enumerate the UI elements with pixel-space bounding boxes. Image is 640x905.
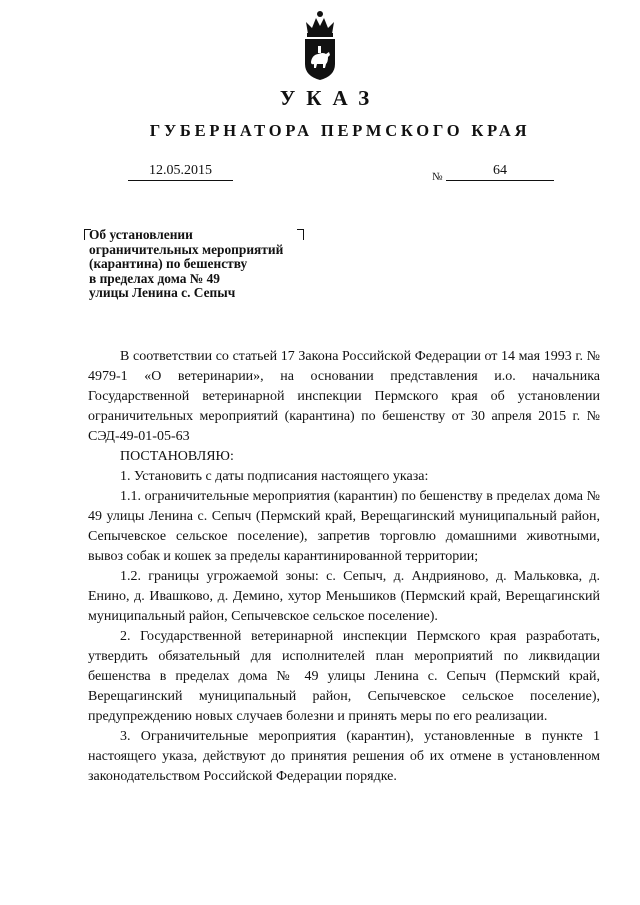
- subject-line: в пределах дома № 49: [89, 270, 220, 286]
- document-body: [88, 347, 600, 787]
- clause-1: 1. Установить с даты подписания настоящего указа:: [120, 469, 429, 484]
- clause-2: 2. Государственной ветеринарной инспекции Пермского края разработать, утвердить обязательный для исполнителей план мероприятий по ликвидации бешенства в пределах дома № 49 улицы Ленина с. Сепыч (Пермский край, Верещагинский муниципальный район, Сепычевское сельское поселение), предупреждению новых случаев болезни и принять меры по его реализации.: [88, 629, 600, 724]
- subject-line: Об установлении: [89, 227, 193, 242]
- perm-krai-coat-of-arms-icon: [300, 8, 340, 82]
- document-date: 12.05.2015: [128, 163, 233, 181]
- subject-line: ограничительных мероприятий: [89, 241, 284, 257]
- clause-1-1: 1.1. ограничительные мероприятия (карантин) по бешенству в пределах дома № 49 улицы Ленина с. Сепыч (Пермский край, Верещагинский муниципальный район, Сепычевское сельское поселение), запретив торговлю домашними животными, вывоз собак и кошек за пределы карантинированной территории;: [88, 489, 600, 564]
- document-subject: [89, 228, 319, 301]
- clause-1-2: 1.2. границы угрожаемой зоны: с. Сепыч, д. Андрияново, д. Мальковка, д. Енино, д. Ивашково, д. Демино, хутор Меньшиков (Пермский край, Верещагинский муниципальный район, Сепычевское сельское поселение).: [88, 569, 600, 624]
- subject-line: (карантина) по бешенству: [89, 256, 248, 271]
- document-subtitle: ГУБЕРНАТОРА ПЕРМСКОГО КРАЯ: [149, 121, 531, 140]
- document-title: УКАЗ: [279, 86, 381, 110]
- subject-line: улицы Ленина с. Сепыч: [89, 285, 236, 300]
- clause-3: 3. Ограничительные мероприятия (карантин), установленные в пункте 1 настоящего указа, действуют до принятия решения об их отмене в установленном законодательством Российской Федерации порядке.: [88, 729, 600, 784]
- decree-heading: ПОСТАНОВЛЯЮ:: [120, 449, 234, 464]
- number-sign: №: [432, 171, 443, 183]
- preamble-paragraph: В соответствии со статьей 17 Закона Российской Федерации от 14 мая 1993 г. № 4979-1 «О ветеринарии», на основании представления и.о. начальника Государственной ветеринарной инспекции Пермского края об установлении ограничительных мероприятий (карантина) по бешенству от 30 апреля 2015 г. № СЭД-49-01-05-63: [88, 349, 600, 444]
- document-number: 64: [446, 163, 554, 181]
